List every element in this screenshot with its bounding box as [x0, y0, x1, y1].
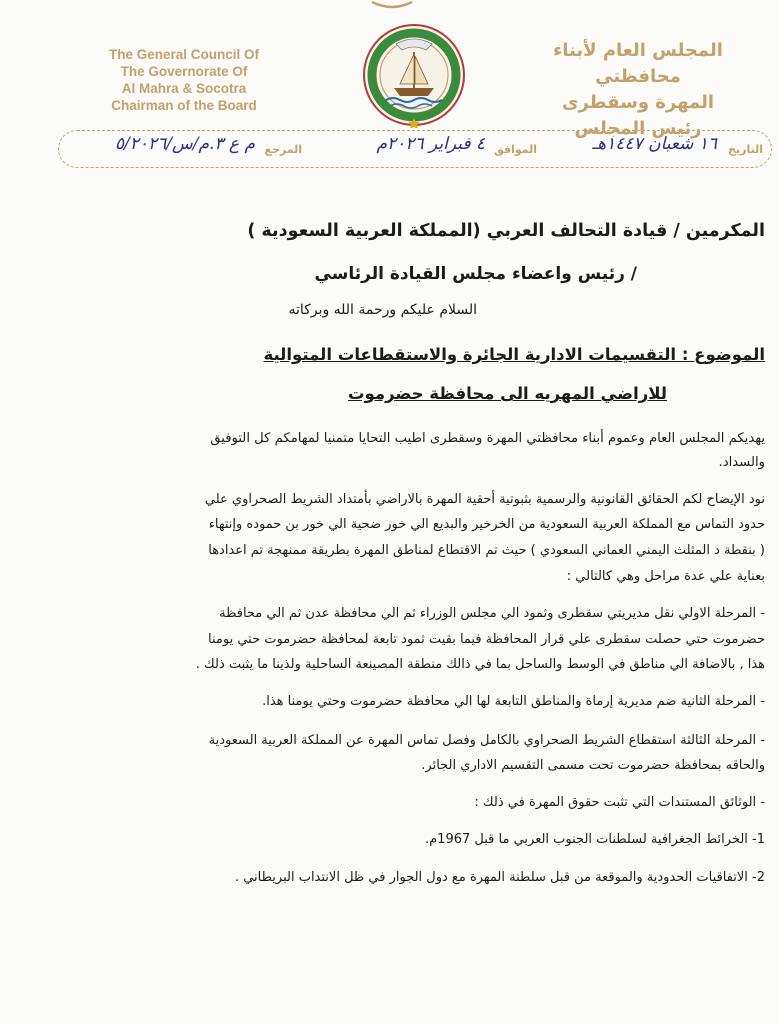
document-item-1: 1- الخرائط الجغرافية لسلطنات الجنوب العربي ما قبل 1967م. — [424, 832, 765, 847]
letterhead-en-line-2: The Governorate Of — [120, 64, 248, 79]
document-item-2: 2- الاتفاقيات الحدودية والموقعة من قبل سلطنة المهرة مع دول الجوار في ظل الانتداب البريطاني . — [234, 870, 765, 885]
stage2-line: - المرحلة الثانية ضم مديرية إرماة والمناطق التابعة لها الي محافظة حضرموت وحتي يومنا هذا. — [262, 694, 765, 709]
documents-heading: - الوثائق المستندات التي تثبت حقوق المهرة في ذلك : — [474, 795, 765, 810]
stage1-line-3: هذا , بالاضافة الي مناطق في الوسط والساحل بما في ذالك منطقة المصينعة الساحلية ولذينا ما يثبت ذلك . — [195, 657, 765, 672]
stage1-line-2: حضرموت حتي حصلت سقطرى علي قرار المحافظة فيما بقيت ثمود تابعة لمحافظة حضرموت حتي يومنا — [208, 632, 765, 647]
para2-line-2: حدود التماس مع المملكة العربية السعودية من الخرخير والبديع الي خور ضحية الي خور بن حموده وإنتهاء — [208, 517, 765, 532]
greeting: السلام عليكم ورحمة الله وبركاته — [288, 302, 477, 318]
date-value: ١٦ شعبان ١٤٤٧هـ — [592, 134, 717, 154]
subject-line-2: للاراضي المهريه الى محافظة حضرموت — [347, 384, 667, 403]
letterhead-ar-line-1: المجلس العام لأبناء محافظتي — [553, 40, 723, 87]
letterhead-ar-line-2: المهرة وسقطرى — [561, 92, 715, 113]
letterhead-en-line-1: The General Council Of — [108, 47, 260, 62]
subject-line-1: الموضوع : التقسيمات الادارية الجائرة والاستقطاعات المتوالية — [263, 345, 765, 364]
council-logo-icon — [360, 22, 468, 128]
stage3-line-1: - المرحلة الثالثة استقطاع الشريط الصحراوي بالكامل وفصل تماس المهرة عن المملكة العربية السعودية — [208, 733, 765, 748]
letterhead-en-line-4: Chairman of the Board — [111, 98, 257, 113]
para1-line-1: يهديكم المجلس العام وعموم أبناء محافظتي المهرة وسقطرى اطيب التحايا متمنيا لمهامكم كل التوفيق — [210, 431, 765, 446]
reference-value: م ع ٣.م/س/٥/٢٠٢٦ — [114, 134, 255, 154]
date-label: التاريخ — [728, 143, 763, 156]
addressee-line-1: المكرمين / قيادة التحالف العربي (المملكة العربية السعودية ) — [247, 221, 765, 241]
letterhead-ar-line-3: رئيس المجلس — [574, 118, 702, 139]
addressee-line-2: / رئيس واعضاء مجلس القيادة الرئاسي — [314, 264, 637, 284]
top-decoration — [370, 0, 414, 10]
para1-line-2: والسداد. — [718, 455, 765, 470]
letterhead-en-line-3: Al Mahra & Socotra — [121, 81, 247, 96]
stage1-line-1: - المرحلة الاولي نقل مديريتي سقطرى وثمود الي مجلس الوزراء ثم الي محافظة عدن ثم الي محافظة — [219, 606, 765, 621]
para2-line-4: بعناية علي عدة مراحل وهي كالتالي : — [566, 569, 765, 584]
para2-line-3: ( بنقطة د المثلث اليمني العماني السعودي ) حيث تم الاقتطاع لمناطق المهرة بطريقة ممنهجة تم اعدادها — [208, 543, 765, 558]
para2-line-1: نود الإيضاح لكم الحقائق القانونية والرسمية بثبوتية أحقية المهرة بالاراضي بأمتداد الشريط الصحراوي علي — [204, 492, 765, 507]
stage3-line-2: والحاقه بمحافظة حضرموت تحت مسمى التقسيم الاداري الجائر. — [421, 758, 765, 773]
letterhead-english — [84, 46, 284, 114]
reference-label: المرجع — [264, 143, 302, 156]
letterhead-arabic — [513, 38, 763, 142]
corresponding-value: ٤ فبراير ٢٠٢٦م — [376, 134, 485, 154]
corresponding-label: الموافق — [493, 143, 537, 156]
